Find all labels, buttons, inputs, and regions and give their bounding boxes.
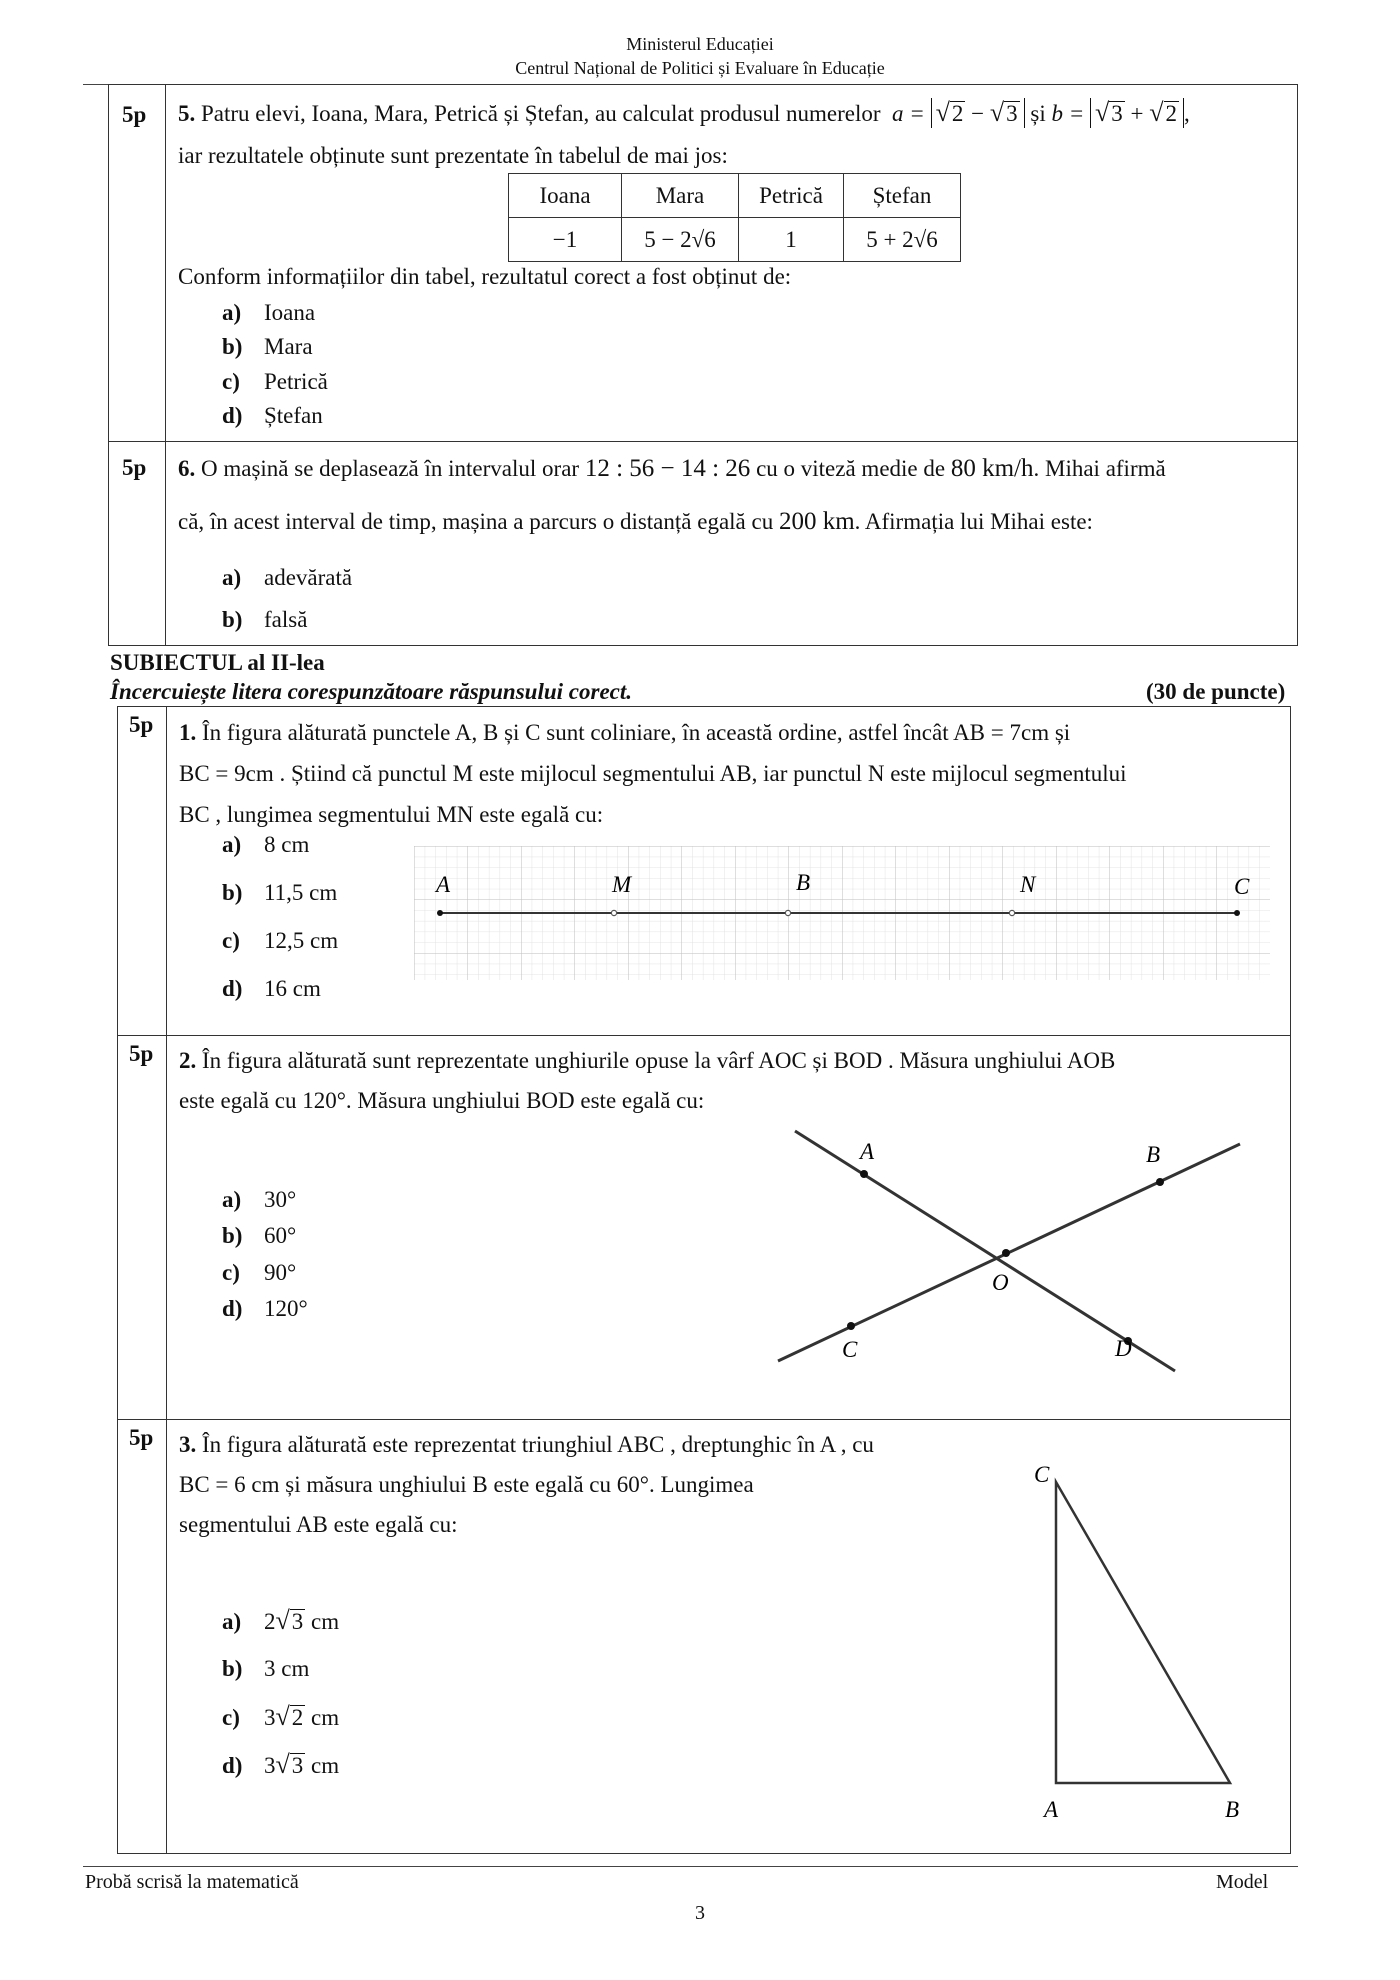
q6-line2: că, în acest interval de timp, mașina a parcurs o distanță egală cu 200 km. Afirmația lui Mihai este: [178,508,1093,535]
point-c [1234,910,1240,916]
point-a [437,910,443,916]
q5-number: 5. [178,101,196,126]
label-o: O [992,1270,1009,1295]
label-c: C [1034,1462,1050,1487]
q6-interval: 12 : 56 − 14 : 26 [584,455,751,482]
label-m: M [612,872,632,897]
header-ministry: Ministerul Educației [626,34,774,54]
point-o [1002,1249,1010,1257]
triangle-abc [1056,1482,1230,1783]
table-header-petrica: Petrică [739,174,844,218]
q5-line2: iar rezultatele obținute sunt prezentate în tabelul de mai jos: [178,143,728,168]
footer-rule [83,1866,1298,1867]
footer-left: Probă scrisă la matematică [85,1871,299,1893]
s2q3-points: 5p [129,1425,154,1450]
q5-a-expression: √2 − √3 [931,98,1025,128]
q5-b-conj: și [1030,101,1046,126]
q6-points: 5p [122,455,147,480]
section2-points: (30 de puncte) [1146,679,1286,704]
s2q2-option-d[interactable]: d) 120° [222,1296,308,1321]
table-header-mara: Mara [622,174,739,218]
q5-b-expression: √3 + √2 [1090,98,1184,128]
label-a: A [1044,1797,1059,1822]
points-column-divider [165,84,166,646]
s2q1-q2-divider [117,1035,1291,1036]
q5-results-table [508,173,961,262]
s2q3-option-c[interactable]: c) 3√2 cm [222,1702,340,1731]
s2q2-option-c[interactable]: c) 90° [222,1260,297,1285]
table-value-petrica: 1 [739,218,844,262]
table-header-stefan: Ștefan [844,174,961,218]
q6-distance: 200 km [778,508,855,535]
point-b [785,910,790,915]
label-b: B [796,870,811,895]
q5-points: 5p [122,102,147,127]
label-c: C [842,1337,858,1362]
label-a: A [436,872,451,897]
s2q3-option-d[interactable]: d) 3√3 cm [222,1750,340,1779]
point-b [1156,1178,1164,1186]
q6-option-b[interactable]: b) falsă [222,607,308,632]
s2q2-option-b[interactable]: b) 60° [222,1223,297,1248]
q5-a-label: a = [892,101,925,126]
point-m [611,910,616,915]
label-c: C [1234,874,1250,899]
footer-right: Model [1216,1871,1269,1893]
s2q2-points: 5p [129,1041,154,1066]
q5-option-a[interactable]: a) Ioana [222,300,316,325]
s2q3-statement: 3. În figura alăturată este reprezentat triunghiul ABC , dreptunghic în A , cu BC = 6 cm și măsura unghiului B este egală cu 60°. Lungimea segmentului AB este egală cu: [179,1432,874,1537]
q5-text-before: Patru elevi, Ioana, Mara, Petrică și Ștefan, au calculat produsul numerelor [201,101,881,126]
points-column-divider-2 [166,706,167,1854]
header-center: Centrul Național de Politici și Evaluare în Educație [515,58,885,78]
q6-option-a[interactable]: a) adevărată [222,565,353,590]
s2q1-option-d[interactable]: d) 16 cm [222,976,321,1001]
s2q2-option-a[interactable]: a) 30° [222,1187,297,1212]
table-value-mara: 5 − 2√6 [622,218,739,262]
label-n: N [1020,872,1036,897]
s2q3-option-b[interactable]: b) 3 cm [222,1656,310,1681]
label-d: D [1115,1336,1132,1361]
label-b: B [1146,1142,1161,1167]
q5-line1: 5. Patru elevi, Ioana, Mara, Petrică și Ștefan, au calculat produsul numerelor a = √2 − √3 și b = √3 + √2 , [178,98,1190,127]
s2q1-statement: 1. În figura alăturată punctele A, B și C sunt coliniare, în această ordine, astfel încât AB = 7cm și BC = 9cm . Știind că punctul M este mijlocul segmentului AB, iar punctul N este mijlocul segmentului BC , lungimea segmentului MN este egală cu: [179,720,1127,827]
point-n [1009,910,1014,915]
table-value-stefan: 5 + 2√6 [844,218,961,262]
section2-instruction: Încercuiește litera corespunzătoare răspunsului corect. [110,679,633,704]
line-ad [795,1131,1175,1371]
q5-option-d[interactable]: d) Ștefan [222,403,323,428]
table-header-ioana: Ioana [509,174,622,218]
table-value-ioana: −1 [509,218,622,262]
q5-option-c[interactable]: c) Petrică [222,369,328,394]
q5-question: Conform informațiilor din tabel, rezultatul corect a fost obținut de: [178,264,792,289]
q6-speed: 80 km/h [950,455,1034,482]
s2q2-q3-divider [117,1419,1291,1420]
s2q2-figure [760,1120,1260,1390]
s2q1-option-c[interactable]: c) 12,5 cm [222,928,339,953]
s2q1-option-a[interactable]: a) 8 cm [222,832,310,857]
s2q3-figure [1020,1460,1260,1840]
page-number: 3 [695,1902,705,1924]
label-b: B [1225,1797,1240,1822]
section2-title: SUBIECTUL al II-lea [110,650,325,675]
s2q2-statement: 2. În figura alăturată sunt reprezentate unghiurile opuse la vârf AOC și BOD . Măsura unghiului AOB este egală cu 120°. Măsura unghiului BOD este egală cu: [179,1048,1116,1113]
q5-q6-divider [108,441,1298,442]
point-c [847,1322,855,1330]
label-a: A [860,1139,875,1164]
s2q1-figure [414,846,1270,980]
q5-b-label: b = [1051,101,1085,126]
s2q3-option-a[interactable]: a) 2√3 cm [222,1606,340,1635]
q5-option-b[interactable]: b) Mara [222,334,313,359]
s2q1-option-b[interactable]: b) 11,5 cm [222,880,338,905]
point-a [860,1170,868,1178]
q6-line1: 6. O mașină se deplasează în intervalul orar 12 : 56 − 14 : 26 cu o viteză medie de 80 km/h. Mihai afirmă [178,455,1166,482]
s2q1-points: 5p [129,712,154,737]
